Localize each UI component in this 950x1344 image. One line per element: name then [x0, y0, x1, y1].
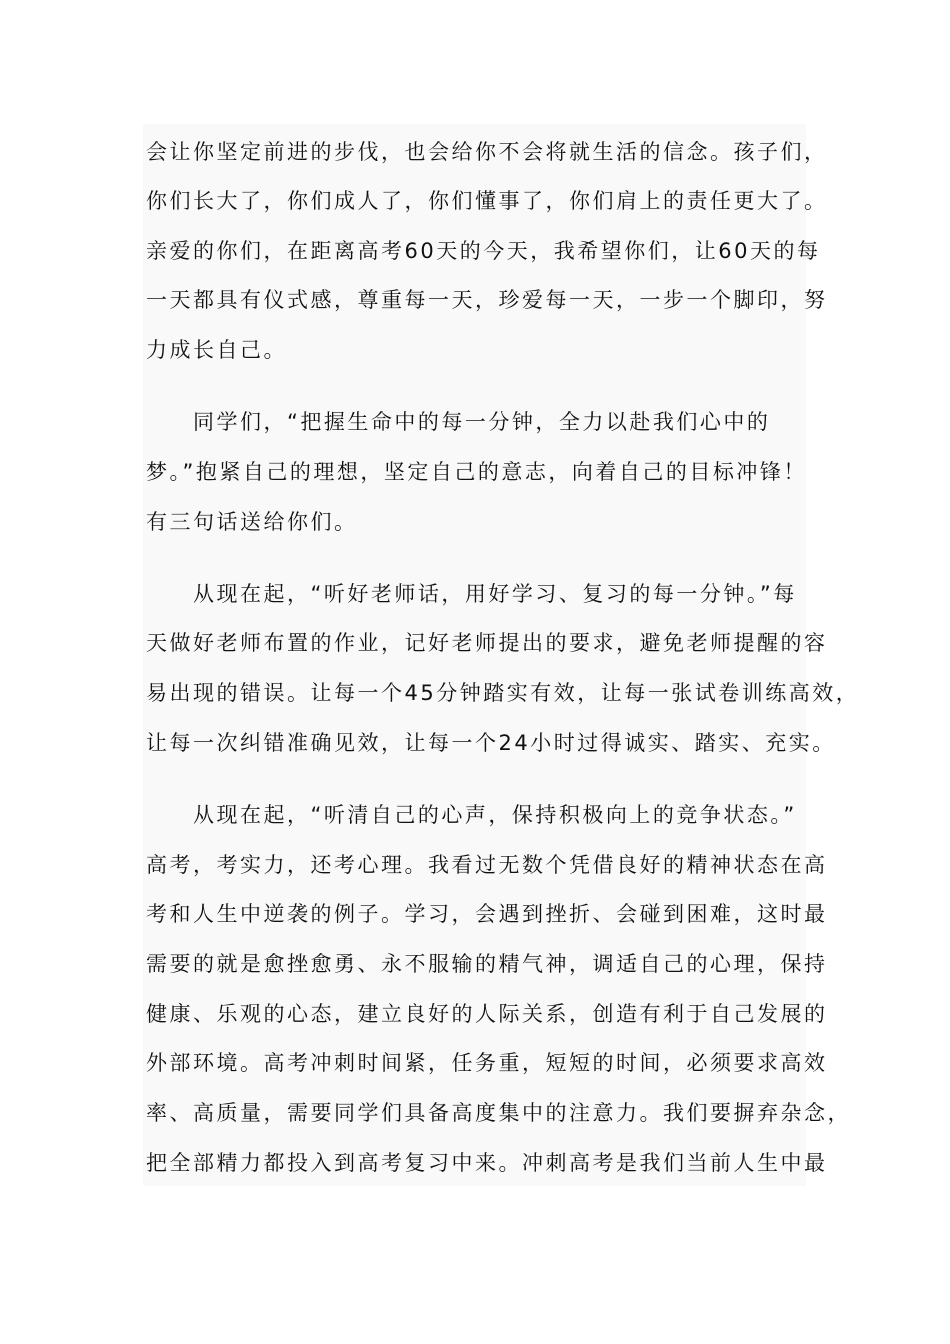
text-line: 会让你坚定前进的步伐，也会给你不会将就生活的信念。孩子们， [146, 140, 828, 164]
text-line: 高考，考实力，还考心理。我看过无数个凭借良好的精神状态在高 [146, 853, 828, 877]
text-line: 天做好老师布置的作业，记好老师提出的要求，避免老师提醒的容 [146, 631, 828, 655]
text-line: 梦。”抱紧自己的理想，坚定自己的意志，向着自己的目标冲锋！ [146, 460, 807, 484]
text-line: 把全部精力都投入到高考复习中来。冲刺高考是我们当前人生中最 [146, 1151, 828, 1175]
text-line: 需要的就是愈挫愈勇、永不服输的精气神，调适自己的心理，保持 [146, 952, 828, 976]
text-line: 你们长大了，你们成人了，你们懂事了，你们肩上的责任更大了。 [146, 189, 828, 213]
text-line: 健康、乐观的心态，建立良好的人际关系，创造有利于自己发展的 [146, 1002, 828, 1026]
text-line: 亲爱的你们，在距离高考60天的今天，我希望你们，让60天的每 [146, 239, 821, 263]
text-line: 让每一次纠错准确见效，让每一个24小时过得诚实、踏实、充实。 [146, 731, 836, 755]
text-line: 从现在起，“听清自己的心声，保持积极向上的竞争状态。” [146, 803, 797, 827]
text-line: 考和人生中逆袭的例子。学习，会遇到挫折、会碰到困难，这时最 [146, 902, 828, 926]
text-block-background [143, 124, 806, 1186]
text-line: 易出现的错误。让每一个45分钟踏实有效，让每一张试卷训练高效， [146, 681, 860, 705]
text-line: 率、高质量，需要同学们具备高度集中的注意力。我们要摒弃杂念， [146, 1101, 851, 1125]
text-line: 外部环境。高考冲刺时间紧，任务重，短短的时间，必须要求高效 [146, 1051, 828, 1075]
text-line: 一天都具有仪式感，尊重每一天，珍爱每一天，一步一个脚印，努 [146, 288, 828, 312]
text-line: 有三句话送给你们。 [146, 510, 358, 534]
text-line: 同学们，“把握生命中的每一分钟，全力以赴我们心中的 [146, 410, 771, 434]
text-line: 从现在起，“听好老师话，用好学习、复习的每一分钟。”每 [146, 582, 797, 606]
text-line: 力成长自己。 [146, 338, 287, 362]
